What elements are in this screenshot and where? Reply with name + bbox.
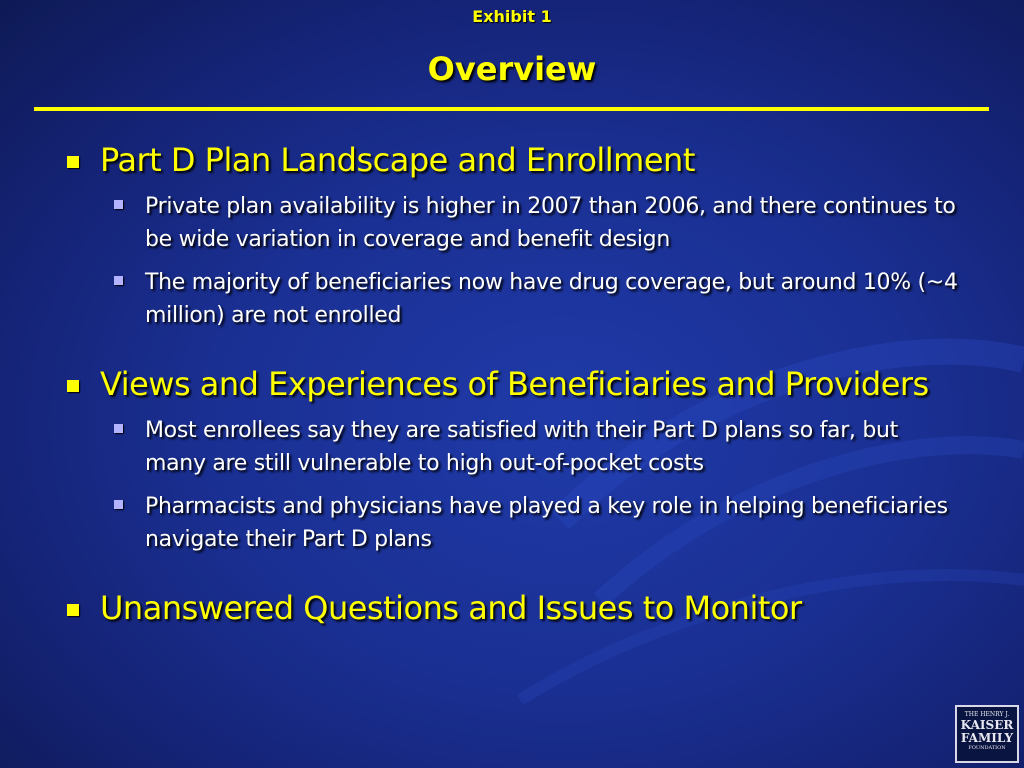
exhibit-label: Exhibit 1: [472, 7, 552, 26]
slide-content: [64, 140, 964, 628]
sub-bullet: [110, 414, 964, 480]
square-bullet-icon: [114, 424, 123, 433]
square-bullet-icon: [114, 500, 123, 509]
sub-bullet-text: The majority of beneficiaries now have drug coverage, but around 10% (~4 million) are not enrolled: [145, 270, 958, 328]
sub-bullet: [110, 266, 964, 332]
square-bullet-icon: [67, 380, 79, 392]
square-bullet-icon: [67, 604, 79, 616]
logo-line: KAISER: [960, 718, 1014, 732]
sub-bullet: [110, 190, 964, 256]
logo-line: FAMILY: [960, 731, 1014, 745]
square-bullet-icon: [114, 276, 123, 285]
kaiser-family-foundation-logo: [955, 705, 1019, 763]
section-heading-text: Unanswered Questions and Issues to Monitor: [100, 589, 802, 627]
sub-bullet-text: Most enrollees say they are satisfied with their Part D plans so far, but many are still vulnerable to high out-of-pocket costs: [145, 418, 898, 476]
section-heading: [64, 140, 964, 180]
section-heading: [64, 588, 964, 628]
section-heading: [64, 364, 964, 404]
logo-line: FOUNDATION: [968, 745, 1006, 751]
section-heading-text: Views and Experiences of Beneficiaries and Providers: [100, 365, 929, 403]
sub-bullet-text: Pharmacists and physicians have played a key role in helping beneficiaries navigate their Part D plans: [145, 494, 948, 552]
square-bullet-icon: [67, 156, 79, 168]
sub-bullet: [110, 490, 964, 556]
sub-bullet-text: Private plan availability is higher in 2007 than 2006, and there continues to be wide variation in coverage and benefit design: [145, 194, 956, 252]
slide-title: Overview: [427, 50, 597, 88]
square-bullet-icon: [114, 200, 123, 209]
logo-line: THE HENRY J.: [964, 711, 1010, 718]
title-divider: [34, 107, 989, 111]
section-heading-text: Part D Plan Landscape and Enrollment: [100, 141, 695, 179]
